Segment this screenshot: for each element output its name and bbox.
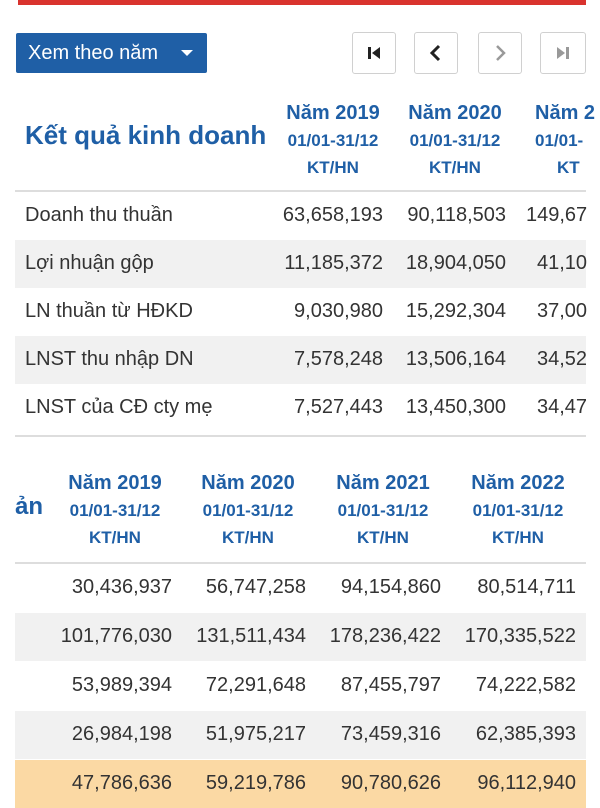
table-cell: 131,511,434 xyxy=(196,625,306,647)
last-page-button[interactable] xyxy=(540,32,586,74)
column-type: KT xyxy=(557,158,580,177)
table-row xyxy=(15,240,586,288)
column-year: Năm 2020 xyxy=(201,472,295,494)
skip-first-icon xyxy=(364,43,384,63)
table-cell: 73,459,316 xyxy=(340,723,441,745)
column-header xyxy=(187,470,309,551)
partial-section-title: ản xyxy=(15,493,44,520)
table-row xyxy=(15,288,586,336)
table-cell: 94,154,860 xyxy=(340,576,441,598)
column-type: KT/HN xyxy=(429,158,481,177)
table-row xyxy=(15,564,586,612)
column-period: 01/01-31/12 xyxy=(337,501,429,520)
view-by-year-label: Xem theo năm xyxy=(28,41,159,64)
table-row xyxy=(15,711,586,759)
table-cell: 30,436,937 xyxy=(71,576,172,598)
column-year: Năm 2022 xyxy=(471,472,565,494)
table-row xyxy=(15,192,586,240)
next-page-button[interactable] xyxy=(478,32,522,74)
column-year: Năm 2 xyxy=(535,102,596,124)
column-type: KT/HN xyxy=(357,528,409,547)
table-cell: 149,67 xyxy=(526,204,588,226)
chevron-right-icon xyxy=(490,43,510,63)
column-period: 01/01-31/12 xyxy=(409,131,501,150)
top-red-rule xyxy=(18,0,586,5)
table-cell: 7,527,443 xyxy=(294,396,383,418)
column-header xyxy=(55,470,175,551)
column-year: Năm 2019 xyxy=(286,102,380,124)
table-cell: 87,455,797 xyxy=(340,674,441,696)
table-cell: 7,578,248 xyxy=(294,348,383,370)
column-year: Năm 2019 xyxy=(68,472,162,494)
table-cell: 72,291,648 xyxy=(205,674,306,696)
table-row xyxy=(15,336,586,384)
column-header-partial xyxy=(535,100,595,181)
column-type: KT/HN xyxy=(222,528,274,547)
table-cell: 56,747,258 xyxy=(205,576,306,598)
table-cell: 62,385,393 xyxy=(475,723,576,745)
table-cell: 26,984,198 xyxy=(71,723,172,745)
column-period: 01/01-31/12 xyxy=(287,131,379,150)
table-cell: 11,185,372 xyxy=(284,252,383,274)
column-header xyxy=(322,470,444,551)
column-period: 01/01-31/12 xyxy=(69,501,161,520)
column-type: KT/HN xyxy=(89,528,141,547)
table-row xyxy=(15,662,586,710)
column-header xyxy=(394,100,516,181)
table-cell: 34,52 xyxy=(537,348,588,370)
column-period: 01/01- xyxy=(535,131,584,150)
first-page-button[interactable] xyxy=(352,32,396,74)
table-cell: 53,989,394 xyxy=(71,674,172,696)
table-cell: 74,222,582 xyxy=(475,674,576,696)
table-bottom-divider xyxy=(15,435,586,437)
column-year: Năm 2021 xyxy=(336,472,430,494)
table-cell: 101,776,030 xyxy=(60,625,172,647)
table-cell: 170,335,522 xyxy=(464,625,576,647)
table-cell: 41,10 xyxy=(537,252,588,274)
table-cell: 90,118,503 xyxy=(407,204,506,226)
view-by-year-dropdown[interactable] xyxy=(16,33,207,73)
row-label: LNST thu nhập DN xyxy=(25,348,194,370)
table-cell: 15,292,304 xyxy=(405,300,506,322)
table-cell: 63,658,193 xyxy=(282,204,383,226)
table-cell: 37,00 xyxy=(537,300,588,322)
row-label: Doanh thu thuần xyxy=(25,204,173,226)
row-label: Lợi nhuận gộp xyxy=(25,252,154,274)
previous-page-button[interactable] xyxy=(414,32,458,74)
table-cell: 34,47 xyxy=(537,396,588,418)
skip-last-icon xyxy=(553,43,573,63)
table-cell: 9,030,980 xyxy=(294,300,383,322)
table-cell: 13,506,164 xyxy=(405,348,506,370)
table-cell: 59,219,786 xyxy=(205,772,306,794)
business-results-table xyxy=(15,92,596,440)
row-label: LN thuần từ HĐKD xyxy=(25,300,193,322)
table-cell: 80,514,711 xyxy=(477,576,576,598)
caret-down-icon xyxy=(181,50,193,56)
column-period: 01/01-31/12 xyxy=(202,501,294,520)
table-row xyxy=(15,613,586,661)
table-row-highlighted xyxy=(15,760,586,808)
chevron-left-icon xyxy=(426,43,446,63)
balance-sheet-table xyxy=(15,455,586,800)
column-year: Năm 2020 xyxy=(408,102,502,124)
section-title: Kết quả kinh doanh xyxy=(25,120,267,150)
column-type: KT/HN xyxy=(307,158,359,177)
column-period: 01/01-31/12 xyxy=(472,501,564,520)
table-row xyxy=(15,384,586,432)
table-cell: 178,236,422 xyxy=(329,625,441,647)
table-cell: 51,975,217 xyxy=(205,723,306,745)
column-header xyxy=(457,470,579,551)
table-cell: 18,904,050 xyxy=(405,252,506,274)
table-cell: 90,780,626 xyxy=(340,772,441,794)
table-cell: 13,450,300 xyxy=(405,396,506,418)
row-label: LNST của CĐ cty mẹ xyxy=(25,396,213,418)
column-type: KT/HN xyxy=(492,528,544,547)
table-cell: 47,786,636 xyxy=(71,772,172,794)
table-cell: 96,112,940 xyxy=(477,772,576,794)
column-header xyxy=(273,100,393,181)
